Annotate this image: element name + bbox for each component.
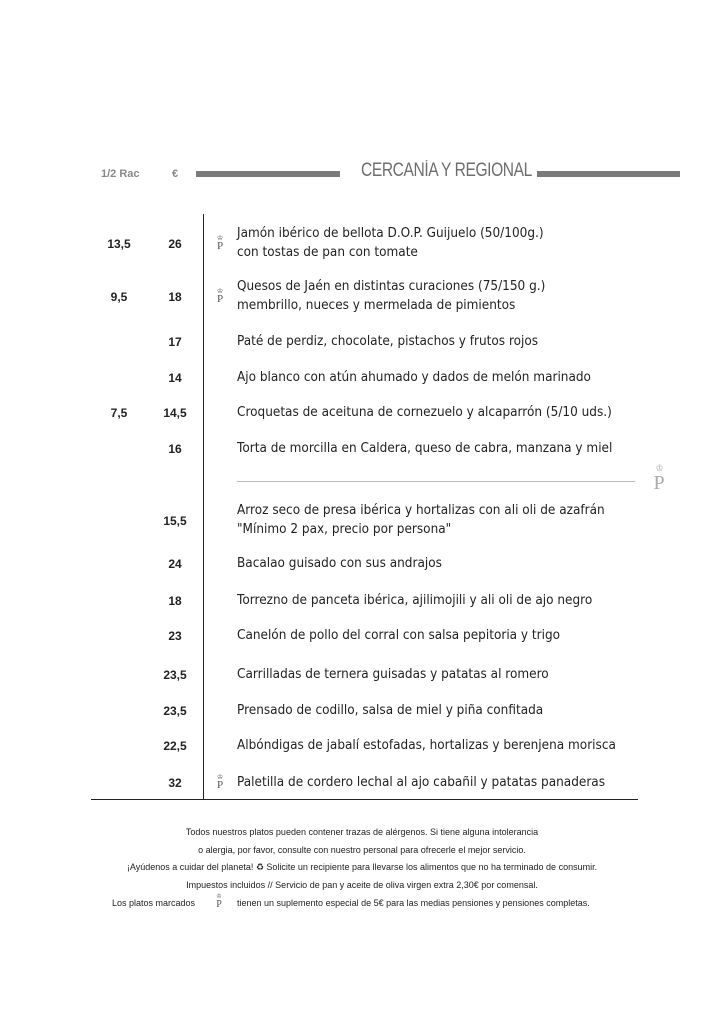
dish-name: Jamón ibérico de bellota D.O.P. Guijuelo (50/100g.) [237,226,544,241]
half-portion-price: 9,5 [110,290,128,304]
dish-name: Torta de morcilla en Caldera, queso de cabra, manzana y miel [237,441,613,456]
dish-description: membrillo, nueces y mermelada de pimientos [237,298,516,313]
section-separator [237,481,635,482]
full-portion-price: 14,5 [163,406,187,420]
dish-name: Arroz seco de presa ibérica y hortalizas con ali oli de azafrán [237,503,605,518]
full-portion-price: 32 [168,776,182,790]
dish-description: "Mínimo 2 pax, precio por persona" [237,522,452,537]
full-portion-price: 26 [168,237,182,251]
footer-allergens-line2: o alergia, por favor, consulte con nuestro personal para ofrecerle el mejor servicio. [198,845,526,855]
footer-taxes-line: Impuestos incluidos // Servicio de pan y aceite de oliva virgen extra 2,30€ por comensal. [186,880,538,890]
full-portion-price: 18 [168,290,182,304]
supplement-mark-icon: ♔ P [216,287,224,305]
dish-name: Prensado de codillo, salsa de miel y piña confitada [237,703,544,718]
supplement-mark-icon: ♔ P [216,773,224,791]
full-portion-price: 23,5 [163,704,187,718]
footer-planet-line: ¡Ayúdenos a cuidar del planeta! ♻ Solicite un recipiente para llevarse los alimentos que no ha terminado de consumir. [126,862,598,872]
dish-name: Quesos de Jaén en distintas curaciones (75/150 g.) [237,279,546,294]
header-divider-left [196,171,340,177]
full-portion-price: 22,5 [163,739,187,753]
section-title: CERCANÍA Y REGIONAL [361,160,532,181]
full-portion-price: 23,5 [163,668,187,682]
dish-name: Torrezno de panceta ibérica, ajilimojili y ali oli de ajo negro [237,593,593,608]
supplement-mark-icon: ♔ P [216,234,224,252]
half-portion-price: 13,5 [107,237,131,251]
parador-logo-icon: ♔ P [653,463,665,494]
full-portion-price: 15,5 [163,514,187,528]
full-portion-price: 23 [168,629,182,643]
price-column-header: € [172,168,179,180]
footer-allergens-line1: Todos nuestros platos pueden contener trazas de alérgenos. Si tiene alguna intolerancia [185,827,539,837]
full-portion-price: 18 [168,594,182,608]
table-bottom-rule [91,799,638,800]
dish-name: Paté de perdiz, chocolate, pistachos y frutos rojos [237,334,539,349]
supplement-mark-icon: ♔ P [216,894,222,910]
footer-supplement-text: tienen un suplemento especial de 5€ para las medias pensiones y pensiones completas. [237,898,590,908]
dish-name: Carrilladas de ternera guisadas y patatas al romero [237,667,549,682]
full-portion-price: 17 [168,335,182,349]
dish-description: con tostas de pan con tomate [237,245,418,260]
column-divider [203,214,204,800]
dish-name: Paletilla de cordero lechal al ajo cabañil y patatas panaderas [237,775,606,790]
dish-name: Canelón de pollo del corral con salsa pepitoria y trigo [237,628,561,643]
header-divider-right [537,171,680,177]
footer-supplement-prefix: Los platos marcados [112,898,196,908]
half-portion-column-header: 1/2 Rac [101,168,140,180]
half-portion-price: 7,5 [110,406,128,420]
full-portion-price: 16 [168,442,182,456]
full-portion-price: 24 [168,557,182,571]
dish-name: Ajo blanco con atún ahumado y dados de melón marinado [237,370,591,385]
full-portion-price: 14 [168,371,182,385]
dish-name: Bacalao guisado con sus andrajos [237,556,442,571]
dish-name: Albóndigas de jabalí estofadas, hortalizas y berenjena morisca [237,738,616,753]
dish-name: Croquetas de aceituna de cornezuelo y alcaparrón (5/10 uds.) [237,405,612,420]
